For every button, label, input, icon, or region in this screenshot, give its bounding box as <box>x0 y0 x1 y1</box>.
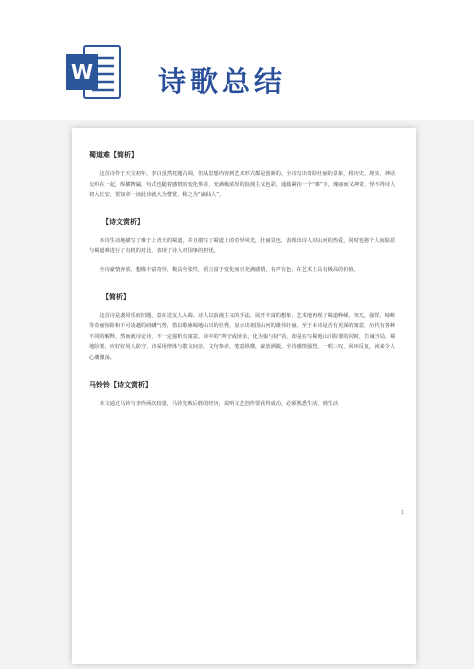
section-heading: 蜀道难【简析】 <box>89 151 138 159</box>
paragraph: 本文通过马铃与李伶两次较量，马铃先败后胜的经历，说明文艺创作要获得成功，必须熟悉生活，到生活 <box>99 400 339 407</box>
section-heading: 【诗文赏析】 <box>102 217 144 226</box>
document-content <box>89 150 399 409</box>
svg-text:W: W <box>70 60 94 84</box>
paragraph: 这首诗是袭用乐府旧题，意在送友人入蜀。诗人以浪漫主义的手法，展开丰富的想象，艺术地再现了蜀道峥嵘，突兀，强悍，崎岖等奇丽惊险和不可凌越的磅礴气势，借以歌咏蜀地山川的壮秀，显示出祖国山河的雄伟壮丽。至于本诗是否有更深的寓意，历代有各种不同的解释。然而就诗论诗，不一定强析有寓意。诗中的“所守或匪亲，化为狼与豺”看，却是在写蜀地山川险要的同时，告诫当局，蜀地险要，应好好用人防守。诗采用律体与散文间杂，文句参差，笔意纵横，豪放洒脱。全诗感情强烈，一唱三叹，回环反复，读来令人心潮激荡。 <box>89 312 396 361</box>
paragraph: 这首诗作于天宝初年。李白虽然托题古调，但从思想内容到艺术形式都是创新的。全诗写出奇险壮丽的景象，将历史、现实、神话交织在一起，纵横捭阖，句式也随着感情的变化参差，充满极浓厚的浪漫主义色彩。通篇紧扣一个“难”字，瑰丽而又神奇，怪不得诗人初入长安，贺知章一读此诗就大为赞赏，称之为“谪仙人”。 <box>89 171 396 199</box>
word-document-icon <box>62 40 126 104</box>
page-title: 诗歌总结 <box>158 65 287 98</box>
section-heading: 马铃铃【诗文赏析】 <box>89 380 152 389</box>
paragraph: 全诗豪情奔放，想像丰富奇异，极具夸张性，语言富于变化而且充满感情，有声有色，在艺术上具有极高的价值。 <box>99 266 359 273</box>
header <box>0 0 474 120</box>
document-page <box>72 128 416 664</box>
page-number: 1 <box>400 510 404 516</box>
section-heading: 【简析】 <box>102 292 130 301</box>
paragraph: 本诗生动地描写了难于上青天的蜀道，并且描写了蜀道上的奇异风光，壮丽景色，表现出诗人对山河的热爱，同时也将个人间险恶与蜀道难进行了有机的对比，表现了诗人对国事的担忧。 <box>89 237 396 255</box>
